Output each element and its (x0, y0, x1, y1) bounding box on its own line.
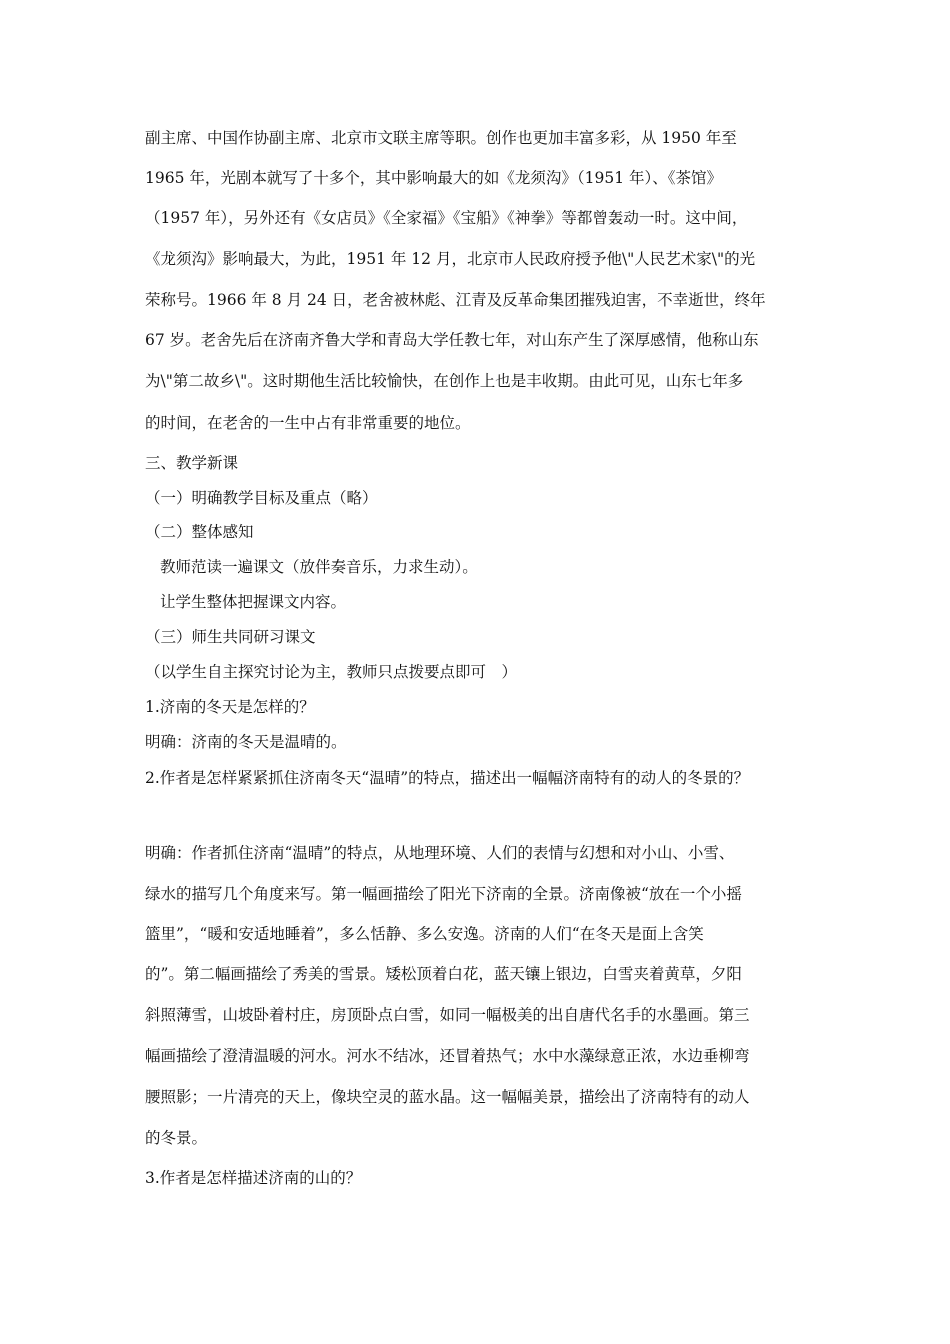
bio-line: 67 岁。老舍先后在济南齐鲁大学和青岛大学任教七年，对山东产生了深厚感情，他称山东 (145, 331, 759, 349)
subsection-heading: （二）整体感知 (145, 523, 254, 541)
paragraph: （以学生自主探究讨论为主，教师只点拨要点即可 ） (145, 663, 518, 681)
question: 1.济南的冬天是怎样的？ (145, 698, 315, 716)
bio-line: 的时间，在老舍的一生中占有非常重要的地位。 (145, 414, 471, 432)
question: 2.作者是怎样紧紧抓住济南冬天“温晴”的特点，描述出一幅幅济南特有的动人的冬景的？ (145, 769, 750, 787)
answer-line: 腰照影；一片清亮的天上，像块空灵的蓝水晶。这一幅幅美景，描绘出了济南特有的动人 (145, 1088, 750, 1106)
answer-line: 篮里”，“暖和安适地睡着”，多么恬静、多么安逸。济南的人们“在冬天是面上含笑 (145, 925, 704, 943)
answer-line: 幅画描绘了澄清温暖的河水。河水不结冰，还冒着热气；水中水藻绿意正浓，水边垂柳弯 (145, 1047, 750, 1065)
bio-line: 《龙须沟》影响最大，为此，1951 年 12 月，北京市人民政府授予他\"人民艺术家\"的光 (145, 250, 756, 268)
bio-line: 副主席、中国作协副主席、北京市文联主席等职。创作也更加丰富多彩，从 1950 年至 (145, 129, 737, 147)
subsection-heading: （三）师生共同研习课文 (145, 628, 316, 646)
bio-line: 1965 年，光剧本就写了十多个，其中影响最大的如《龙须沟》（1951 年）、《茶馆》 (145, 169, 722, 187)
question: 3.作者是怎样描述济南的山的？ (145, 1169, 362, 1187)
subsection-heading: （一）明确教学目标及重点（略） (145, 489, 378, 507)
answer-line: 的冬景。 (145, 1129, 208, 1147)
answer-line: 绿水的描写几个角度来写。第一幅画描绘了阳光下济南的全景。济南像被“放在一个小摇 (145, 885, 742, 903)
paragraph: 教师范读一遍课文（放伴奏音乐，力求生动）。 (160, 558, 478, 576)
section-heading: 三、教学新课 (145, 454, 239, 472)
bio-line: （1957 年），另外还有《女店员》《全家福》《宝船》《神拳》等都曾轰动一时。这中间， (145, 209, 748, 227)
bio-line: 为\"第二故乡\"。这时期他生活比较愉快，在创作上也是丰收期。由此可见，山东七年多 (145, 372, 744, 390)
answer-line: 的”。第二幅画描绘了秀美的雪景。矮松顶着白花，蓝天镶上银边，白雪夹着黄草，夕阳 (145, 965, 742, 983)
answer-line: 明确：作者抓住济南“温晴”的特点，从地理环境、人们的表情与幻想和对小山、小雪、 (145, 844, 735, 862)
answer-line: 斜照薄雪，山坡卧着村庄，房顶卧点白雪，如同一幅极美的出自唐代名手的水墨画。第三 (145, 1006, 750, 1024)
bio-line: 荣称号。1966 年 8 月 24 日，老舍被林彪、江青及反革命集团摧残迫害，不幸逝世，终年 (145, 291, 766, 309)
answer: 明确：济南的冬天是温晴的。 (145, 733, 347, 751)
paragraph: 让学生整体把握课文内容。 (160, 593, 347, 611)
